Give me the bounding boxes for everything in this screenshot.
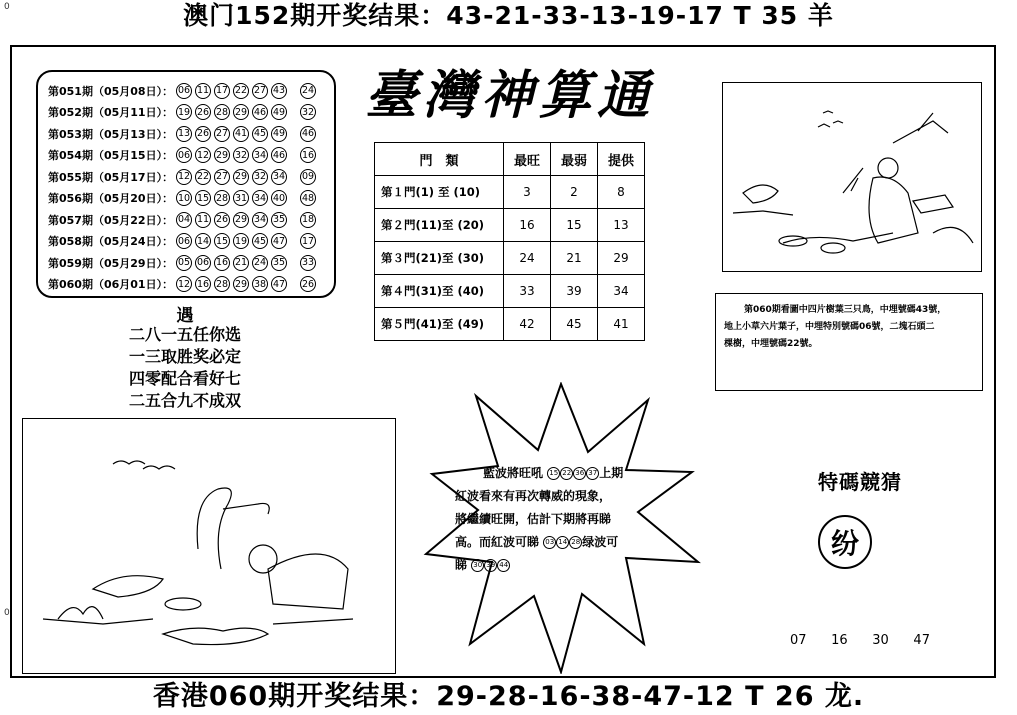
number-ball: 06 — [176, 83, 192, 99]
number-ball: 22 — [195, 169, 211, 185]
number-ball: 12 — [176, 276, 192, 292]
history-period-label: 第060期（06月01日）： — [48, 278, 174, 292]
number-ball: 11 — [195, 83, 211, 99]
number-ball: 10 — [176, 190, 192, 206]
poem-line: 一三取胜奖必定 — [128, 347, 241, 366]
poem-title: 遇 — [176, 306, 194, 326]
special-number-ball: 46 — [300, 126, 316, 142]
number-ball: 34 — [271, 169, 287, 185]
history-numbers — [176, 104, 318, 120]
farmer-body — [268, 554, 348, 609]
hongkong-result-heading: 香港060期开奖结果：29-28-16-38-47-12 T 26 龙. — [152, 681, 865, 712]
gate-value-cell: 39 — [551, 275, 598, 308]
book-shape — [913, 195, 953, 213]
gate-value-cell: 3 — [504, 176, 551, 209]
number-ball: 28 — [214, 190, 230, 206]
rock-shape — [779, 236, 807, 246]
gate-value-cell: 24 — [504, 242, 551, 275]
special-number-ball: 26 — [300, 276, 316, 292]
tree-branch — [223, 503, 269, 514]
number-ball: 29 — [233, 169, 249, 185]
guess-number: 07 — [790, 633, 807, 648]
star-ball-group — [547, 466, 599, 480]
number-ball: 26 — [214, 212, 230, 228]
history-numbers — [176, 169, 318, 185]
star-line: 紅波看來有再次轉威的現象， — [455, 489, 612, 503]
number-ball: 34 — [252, 147, 268, 163]
number-ball: 12 — [176, 169, 192, 185]
star-ball-group — [543, 535, 582, 549]
history-numbers — [176, 212, 318, 228]
header-hottest: 最旺 — [504, 143, 551, 176]
number-ball: 46 — [252, 104, 268, 120]
number-ball: 46 — [271, 147, 287, 163]
history-period-label: 第054期（05月15日）： — [48, 149, 174, 163]
history-numbers — [176, 255, 318, 271]
gate-table — [374, 142, 645, 341]
number-ball: 12 — [195, 147, 211, 163]
history-numbers — [176, 190, 318, 206]
draw-history-box — [36, 70, 336, 298]
history-period-label: 第052期（05月11日）： — [48, 106, 174, 120]
number-ball: 26 — [195, 104, 211, 120]
number-ball: 21 — [233, 255, 249, 271]
history-row — [48, 102, 328, 124]
star-line — [455, 462, 670, 485]
poem-text — [100, 324, 270, 412]
gate-value-cell: 21 — [551, 242, 598, 275]
number-ball: 19 — [233, 233, 249, 249]
number-ball: 06 — [195, 255, 211, 271]
history-period-label: 第053期（05月13日）： — [48, 127, 174, 141]
gate-value-cell: 41 — [598, 308, 645, 341]
star-line-text: 高。而紅波可睇 — [455, 535, 540, 549]
number-ball: 24 — [252, 255, 268, 271]
poem-line: 二八一五任你选 — [128, 325, 241, 344]
history-period-label: 第051期（05月08日）： — [48, 84, 174, 98]
history-row — [48, 123, 328, 145]
tree-branch — [893, 113, 948, 143]
special-number-ball: 18 — [300, 212, 316, 228]
number-ball: 49 — [271, 126, 287, 142]
number-ball: 32 — [252, 169, 268, 185]
number-ball: 41 — [233, 126, 249, 142]
gate-range-cell: 第３門(21)至 (30) — [375, 242, 504, 275]
grass-shape — [743, 185, 778, 203]
star-number-ball: 36 — [573, 467, 586, 480]
special-number-ball: 24 — [300, 83, 316, 99]
number-ball: 13 — [176, 126, 192, 142]
page-title: 臺灣神算通 — [364, 65, 655, 126]
farmer-head — [249, 545, 277, 573]
table-row — [375, 242, 645, 275]
poem-line: 四零配合看好七 — [128, 369, 241, 388]
history-row — [48, 145, 328, 167]
star-number-ball: 44 — [497, 559, 510, 572]
history-row — [48, 188, 328, 210]
number-ball: 45 — [252, 233, 268, 249]
number-ball: 45 — [252, 126, 268, 142]
star-number-ball: 30 — [471, 559, 484, 572]
number-ball: 29 — [214, 147, 230, 163]
header-offer: 提供 — [598, 143, 645, 176]
special-number-ball: 17 — [300, 233, 316, 249]
star-line-text: 藍波將旺吼 — [483, 466, 544, 480]
history-row — [48, 274, 328, 296]
gate-value-cell: 34 — [598, 275, 645, 308]
plant-shape — [58, 607, 103, 619]
gate-range-cell: 第１門(1) 至 (10) — [375, 176, 504, 209]
history-period-label: 第058期（05月24日）： — [48, 235, 174, 249]
special-guess-character: 纷 — [818, 515, 872, 569]
number-ball: 38 — [252, 276, 268, 292]
header-gate: 門 類 — [375, 143, 504, 176]
scholar-drawing — [723, 83, 980, 270]
gate-value-cell: 29 — [598, 242, 645, 275]
star-line — [455, 531, 670, 554]
number-ball: 35 — [271, 212, 287, 228]
number-ball: 43 — [271, 83, 287, 99]
scholar-figure — [869, 177, 918, 243]
basket-shape — [165, 598, 201, 610]
star-number-ball: 03 — [543, 536, 556, 549]
number-ball: 28 — [214, 104, 230, 120]
special-guess-numbers — [790, 633, 930, 648]
number-ball: 15 — [214, 233, 230, 249]
number-ball: 11 — [195, 212, 211, 228]
star-line — [455, 554, 670, 577]
gate-value-cell: 13 — [598, 209, 645, 242]
farmer-drawing — [23, 419, 394, 672]
star-number-ball: 39 — [484, 559, 497, 572]
special-number-ball: 33 — [300, 255, 316, 271]
number-ball: 34 — [252, 212, 268, 228]
corner-mark-top: 0 — [4, 2, 10, 12]
number-ball: 19 — [176, 104, 192, 120]
number-ball: 17 — [214, 83, 230, 99]
special-guess-title: 特碼競猜 — [818, 470, 902, 494]
number-ball: 29 — [233, 276, 249, 292]
star-line: 將繼續旺開，估計下期將再睇 — [455, 512, 612, 526]
history-row — [48, 166, 328, 188]
gate-range-cell: 第４門(31)至 (40) — [375, 275, 504, 308]
number-ball: 16 — [195, 276, 211, 292]
guess-number: 47 — [913, 633, 930, 648]
dog-shape — [93, 576, 163, 597]
special-number-ball: 32 — [300, 104, 316, 120]
guess-number: 30 — [872, 633, 889, 648]
number-ball: 47 — [271, 233, 287, 249]
cloud-shape — [143, 466, 175, 469]
history-numbers — [176, 83, 318, 99]
table-header-row — [375, 143, 645, 176]
gate-value-cell: 2 — [551, 176, 598, 209]
table-row — [375, 275, 645, 308]
number-ball: 29 — [233, 212, 249, 228]
turtle-shape — [163, 628, 268, 644]
table-row — [375, 308, 645, 341]
macau-result-heading: 澳门152期开奖结果：43-21-33-13-19-17 T 35 羊 — [183, 1, 834, 30]
number-ball: 15 — [195, 190, 211, 206]
gate-value-cell: 45 — [551, 308, 598, 341]
note-line: 地上小草六片葉子，中埋特別號碼06號，二塊石頭二 — [724, 322, 935, 332]
gate-value-cell: 42 — [504, 308, 551, 341]
corner-mark-bottom: 0 — [4, 608, 10, 618]
number-ball: 04 — [176, 212, 192, 228]
history-numbers — [176, 233, 318, 249]
history-period-label: 第059期（05月29日）： — [48, 256, 174, 270]
scholar-illustration — [722, 82, 982, 272]
note-line: 第060期看圖中四片樹葉三只鳥，中埋號碼43號， — [744, 305, 947, 315]
number-ball: 40 — [271, 190, 287, 206]
star-ball-group — [471, 558, 510, 572]
star-number-ball: 28 — [569, 536, 582, 549]
history-row — [48, 231, 328, 253]
special-number-ball: 09 — [300, 169, 316, 185]
number-ball: 28 — [214, 276, 230, 292]
note-line: 棵樹，中埋號碼22號。 — [724, 339, 818, 349]
special-number-ball: 16 — [300, 147, 316, 163]
gate-value-cell: 15 — [551, 209, 598, 242]
starburst-text — [455, 462, 670, 577]
rock-shape — [821, 243, 845, 253]
star-number-ball: 37 — [586, 467, 599, 480]
number-ball: 05 — [176, 255, 192, 271]
number-ball: 27 — [214, 126, 230, 142]
table-row — [375, 209, 645, 242]
number-ball: 27 — [252, 83, 268, 99]
number-ball: 26 — [195, 126, 211, 142]
gate-value-cell: 16 — [504, 209, 551, 242]
number-ball: 35 — [271, 255, 287, 271]
gate-range-cell: 第５門(41)至 (49) — [375, 308, 504, 341]
gate-range-cell: 第２門(11)至 (20) — [375, 209, 504, 242]
number-ball: 32 — [233, 147, 249, 163]
history-row — [48, 252, 328, 274]
number-ball: 06 — [176, 233, 192, 249]
number-ball: 16 — [214, 255, 230, 271]
history-row — [48, 80, 328, 102]
poem-line: 二五合九不成双 — [128, 391, 241, 410]
number-ball: 27 — [214, 169, 230, 185]
table-row — [375, 176, 645, 209]
number-ball: 49 — [271, 104, 287, 120]
star-number-ball: 15 — [547, 467, 560, 480]
star-line-text: 上期 — [599, 466, 624, 480]
tree-trunk — [197, 488, 231, 569]
history-period-label: 第055期（05月17日）： — [48, 170, 174, 184]
gate-value-cell: 33 — [504, 275, 551, 308]
number-ball: 22 — [233, 83, 249, 99]
number-ball: 31 — [233, 190, 249, 206]
picture-hint-note — [715, 293, 983, 391]
gate-value-cell: 8 — [598, 176, 645, 209]
number-ball: 34 — [252, 190, 268, 206]
header-coldest: 最弱 — [551, 143, 598, 176]
history-row — [48, 209, 328, 231]
farmer-illustration — [22, 418, 396, 674]
history-period-label: 第056期（05月20日）： — [48, 192, 174, 206]
history-period-label: 第057期（05月22日）： — [48, 213, 174, 227]
history-numbers — [176, 126, 318, 142]
star-number-ball: 14 — [556, 536, 569, 549]
star-line-text: 绿波可 — [582, 535, 619, 549]
history-numbers — [176, 276, 318, 292]
guess-number: 16 — [831, 633, 848, 648]
bird-icon — [818, 111, 843, 127]
number-ball: 06 — [176, 147, 192, 163]
cloud-shape — [113, 461, 145, 464]
number-ball: 14 — [195, 233, 211, 249]
number-ball: 29 — [233, 104, 249, 120]
number-ball: 47 — [271, 276, 287, 292]
star-number-ball: 22 — [560, 467, 573, 480]
special-number-ball: 48 — [300, 190, 316, 206]
history-numbers — [176, 147, 318, 163]
star-line-text: 睇 — [455, 558, 468, 572]
